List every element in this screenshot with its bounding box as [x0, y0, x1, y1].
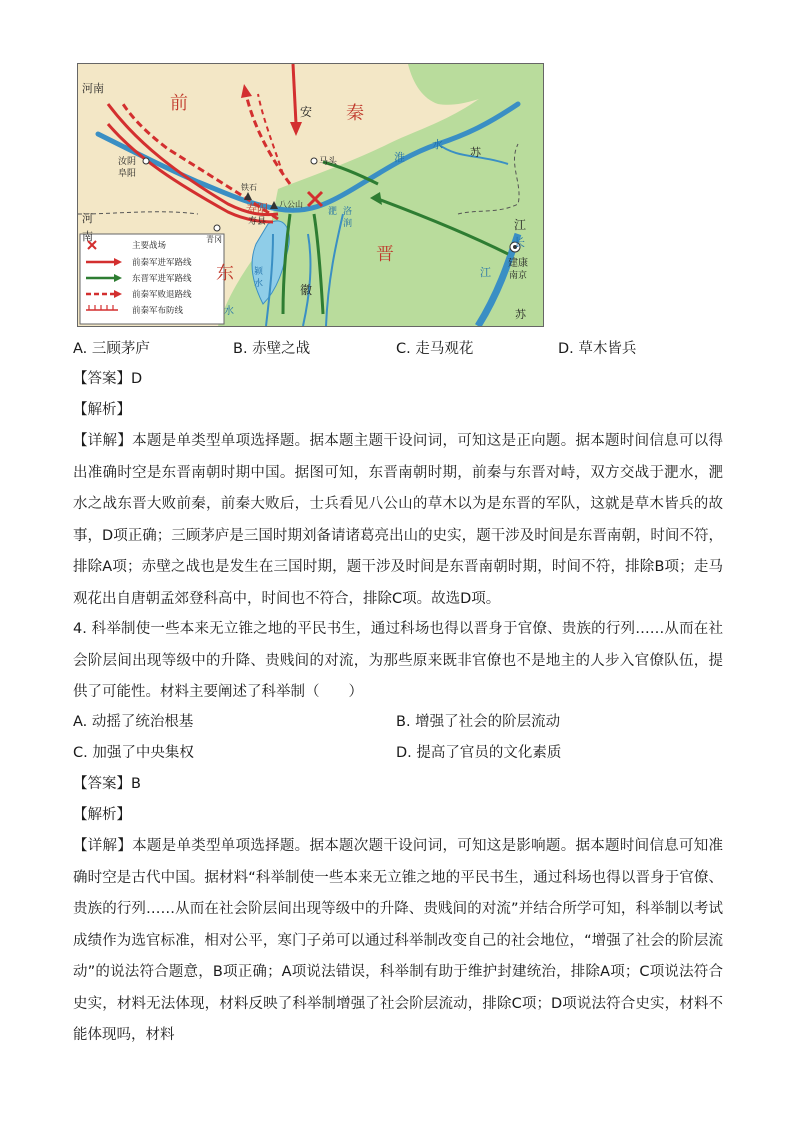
- q3-option-c: C. 走马观花: [396, 341, 474, 357]
- q4-answer: 【答案】B: [73, 776, 141, 792]
- q3-option-d: D. 草木皆兵: [558, 341, 637, 357]
- label-matou: 马头: [319, 156, 338, 166]
- q3-option-a: A. 三顾茅庐: [73, 341, 150, 357]
- label-huai: 淮: [394, 152, 405, 164]
- legend-label-qin-retreat: 前秦军败退路线: [132, 289, 192, 299]
- label-dong: 东: [216, 263, 234, 283]
- legend-label-jin-advance: 东晋军进军路线: [132, 273, 192, 283]
- label-yingshui: 颍: [254, 266, 264, 276]
- label-feishui: 淝: [328, 206, 338, 216]
- q4-option-d: D. 提高了官员的文化素质: [396, 745, 562, 761]
- legend-label-battle: 主要战场: [132, 240, 167, 250]
- label-jiankang: 建康: [508, 258, 528, 269]
- q4-analysis-heading: 【解析】: [73, 807, 131, 823]
- q4-stem: 4. 科举制使一些本来无立锥之地的平民书生，通过科场也得以晋身于官僚、贵族的行列……从而在社会阶层间出现等级中的升降、贵贱间的对流，为那些原来既非官僚也不是地主的人步入官僚队伍，提供了可能性。材料主要阐述了科举制（ ）: [73, 621, 723, 700]
- label-shouxian: 寿县: [248, 216, 267, 226]
- q3-answer: 【答案】D: [73, 371, 143, 387]
- q4-option-b: B. 增强了社会的阶层流动: [396, 714, 561, 730]
- q4-option-c: C. 加强了中央集权: [73, 745, 194, 761]
- battle-map: [77, 63, 544, 327]
- label-luoshui-2: 涧: [343, 218, 353, 228]
- legend-label-qin-advance: 前秦军进军路线: [132, 257, 192, 267]
- label-bagongshan: 八公山: [279, 200, 303, 209]
- label-fuyang: 阜阳: [118, 168, 137, 178]
- label-qinggang: 青冈: [206, 235, 222, 244]
- label-qin: 秦: [346, 103, 364, 123]
- label-su-1: 苏: [470, 147, 481, 159]
- label-jin: 晋: [376, 244, 394, 264]
- battle-map-svg: [78, 64, 543, 326]
- label-hui: 徽: [300, 283, 313, 297]
- label-shouyang: 寿阳: [246, 203, 268, 215]
- label-qian: 前: [170, 93, 188, 113]
- label-an: 安: [300, 105, 313, 119]
- label-luoshui-1: 洛: [343, 206, 353, 216]
- legend-label-qin-defense: 前秦军布防线: [132, 305, 184, 315]
- label-su-2: 苏: [515, 309, 526, 321]
- q3-option-b: B. 赤壁之战: [233, 341, 311, 357]
- label-chang: 长: [514, 237, 525, 249]
- label-henan-left-1: 河: [82, 213, 93, 225]
- label-henan-left-2: 南: [82, 231, 93, 243]
- label-shui-1: 水: [432, 139, 443, 151]
- label-henan-top: 河南: [82, 83, 104, 95]
- q3-analysis-heading: 【解析】: [73, 402, 131, 418]
- label-shui-2: 水: [224, 306, 234, 317]
- q4-detail: 【详解】本题是单类型单项选择题。据本题次题干设问词，可知这是影响题。据本题时间信息可知准确时空是古代中国。据材料“科举制使一些本来无立锥之地的平民书生，通过科场也得以晋身于官僚、贵族的行列……从而在社会阶层间出现等级中的升降、贵贱间的对流”并结合所学可知，科举制以考试成绩作为选官标准，相对公平，寒门子弟可以通过科举制改变自己的社会地位，“增强了社会的阶层流动”的说法符合题意，B项正确；A项说法错误，科举制有助于维护封建统治，排除A项；C项说法符合史实，材料无法体现，材料反映了科举制增强了社会阶层流动，排除C项；D项说法符合史实，材料不能体现吗，材料: [73, 838, 723, 1043]
- q3-detail: 【详解】本题是单类型单项选择题。据本题主题干设问词，可知这是正向题。据本题时间信息可以得出准确时空是东晋南朝时期中国。据图可知，东晋南朝时期，前秦与东晋对峙，双方交战于淝水，淝水之战东晋大败前秦，前秦大败后，士兵看见八公山的草木以为是东晋的军队，这就是草木皆兵的故事，D项正确；三顾茅庐是三国时期刘备请诸葛亮出山的史实，题干涉及时间是东晋南朝，时间不符，排除A项；赤壁之战也是发生在三国时期，题干涉及时间是东晋南朝时期，时间不符，排除B项；走马观花出自唐朝孟郊登科高中，时间也不符合，排除C项。故选D项。: [73, 433, 723, 607]
- label-nanjing: 南京: [509, 270, 528, 280]
- q4-option-a: A. 动摇了统治根基: [73, 714, 194, 730]
- label-rushan: 汝阴: [118, 156, 137, 166]
- label-shui-3: 水: [254, 278, 264, 288]
- label-jiang-2: 江: [480, 267, 491, 279]
- label-jiang-right: 江: [514, 218, 527, 232]
- label-tieshi: 铁石: [241, 183, 257, 192]
